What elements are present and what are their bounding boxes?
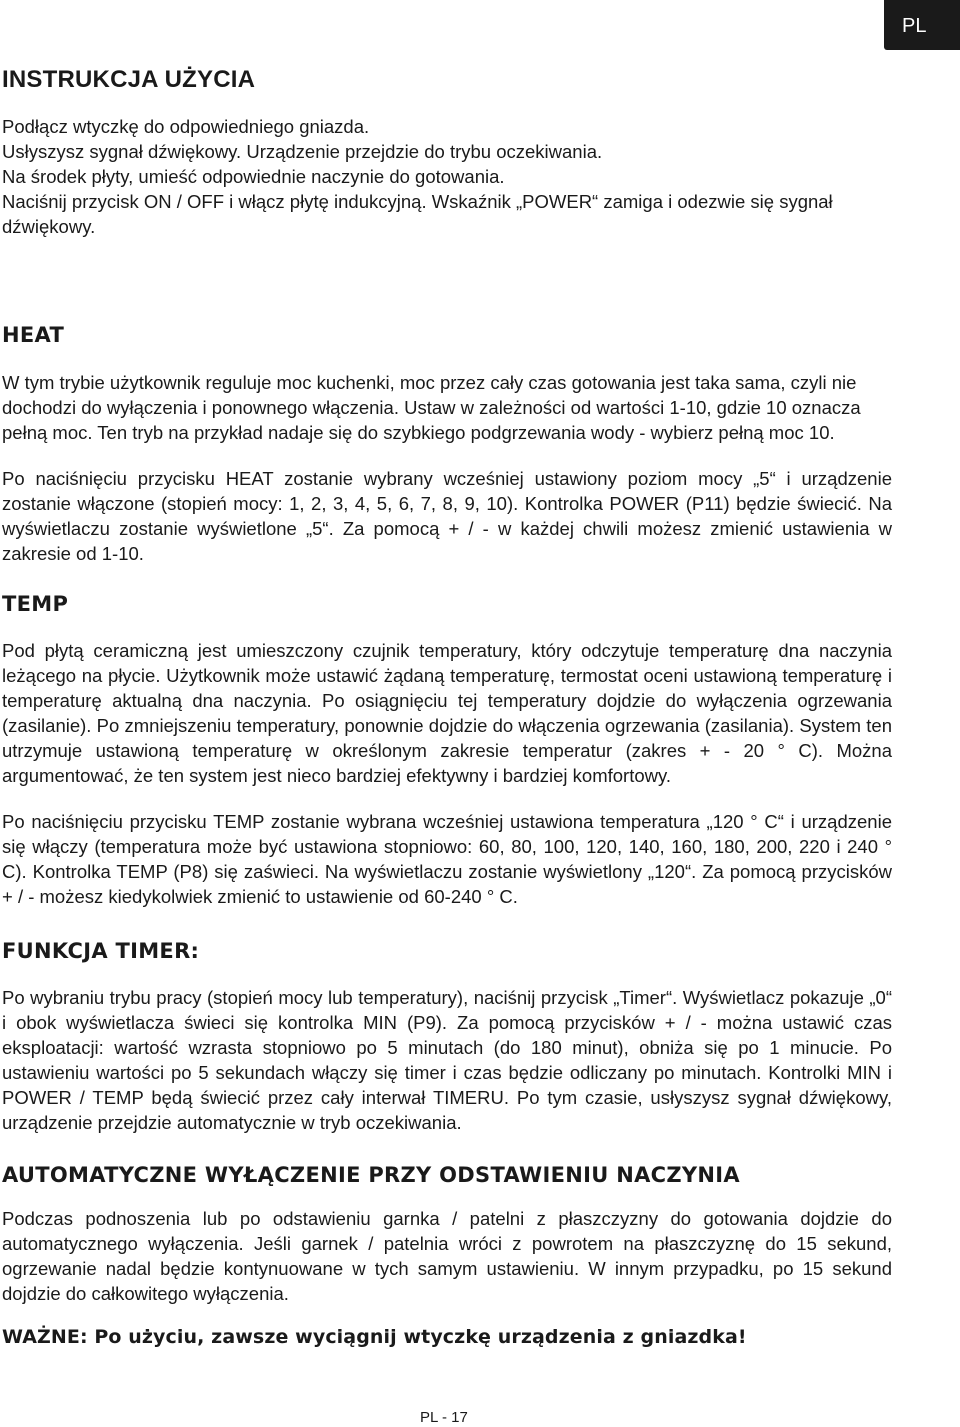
heat-heading: HEAT bbox=[2, 323, 65, 347]
heat-paragraph-1: W tym trybie użytkownik reguluje moc kuchenki, moc przez cały czas gotowania jest taka sama, czyli nie dochodzi do wyłączenia i ponownego włączenia. Ustaw w zależności od wartości 1-10, gdzie 10 oznacza pełną moc. Ten tryb na przykład nadaje się do szybkiego podgrzewania wody - wybierz pełną moc 10. bbox=[2, 372, 861, 443]
intro-line: Naciśnij przycisk ON / OFF i włącz płytę indukcyjną. Wskaźnik „POWER“ zamiga i odezwie się sygnał dźwiękowy. bbox=[2, 191, 833, 237]
temp-heading: TEMP bbox=[2, 592, 69, 616]
intro-line: Na środek płyty, umieść odpowiednie naczynie do gotowania. bbox=[2, 166, 505, 187]
auto-off-heading: AUTOMATYCZNE WYŁĄCZENIE PRZY ODSTAWIENIU NACZYNIA bbox=[2, 1163, 740, 1187]
temp-paragraph-1: Pod płytą ceramiczną jest umieszczony czujnik temperatury, który odczytuje temperaturę dna naczynia leżącego na płycie. Użytkownik może ustawić żądaną temperaturę, termostat oceni ustawioną temperaturę i temperaturę aktualną dna naczynia. Po osiągnięciu tej temperatury dojdzie do wyłączenia ogrzewania (zasilanie). Po zmniejszeniu temperatury, ponownie dojdzie do włączenia ogrzewania (zasilania). System ten utrzymuje ustawioną temperaturę w określonym zakresie temperatur (zakres + - 20 ° C). Można argumentować, że ten system jest nieco bardziej efektywny i bardziej komfortowy. bbox=[2, 640, 892, 786]
language-tab: PL bbox=[884, 0, 960, 50]
auto-off-paragraph: Podczas podnoszenia lub po odstawieniu garnka / patelni z płaszczyzny do gotowania dojdzie do automatycznego wyłączenia. Jeśli garnek / patelnia wróci z powrotem na płaszczyznę do 15 sekund, ogrzewanie nadal będzie kontynuowane w tych samym ustawieniu. W innym przypadku, po 15 sekund dojdzie do całkowitego wyłączenia. bbox=[2, 1208, 892, 1304]
intro-line: Usłyszysz sygnał dźwiękowy. Urządzenie przejdzie do trybu oczekiwania. bbox=[2, 141, 603, 162]
temp-paragraph-2: Po naciśnięciu przycisku TEMP zostanie wybrana wcześniej ustawiona temperatura „120 ° C“ i urządzenie się włączy (temperatura może być ustawiona stopniowo: 60, 80, 100, 120, 140, 160, 180, 200, 220 i 240 ° C). Kontrolka TEMP (P8) się zaświeci. Na wyświetlaczu zostanie wyświetlony „120“. Za pomocą przycisków + / - możesz kiedykolwiek zmienić to ustawienie od 60-240 ° C. bbox=[2, 811, 892, 907]
warning-note: WAŻNE: Po użyciu, zawsze wyciągnij wtyczkę urządzenia z gniazdka! bbox=[2, 1326, 747, 1348]
page-number: PL - 17 bbox=[420, 1409, 468, 1426]
heat-paragraph-2: Po naciśnięciu przycisku HEAT zostanie wybrany wcześniej ustawiony poziom mocy „5“ i urządzenie zostanie włączone (stopień mocy: 1, 2, 3, 4, 5, 6, 7, 8, 9, 10). Kontrolka POWER (P11) będzie świecić. Na wyświetlaczu zostanie wyświetlone „5“. Za pomocą + / - w każdej chwili możesz zmienić ustawienia w zakresie od 1-10. bbox=[2, 468, 892, 564]
intro-line: Podłącz wtyczkę do odpowiedniego gniazda. bbox=[2, 116, 370, 137]
page-title: INSTRUKCJA UŻYCIA bbox=[2, 66, 256, 93]
manual-content bbox=[2, 66, 892, 1350]
intro-section bbox=[2, 114, 892, 239]
timer-paragraph: Po wybraniu trybu pracy (stopień mocy lub temperatury), naciśnij przycisk „Timer“. Wyświetlacz pokazuje „0“ i obok wyświetlacza świeci się kontrolka MIN (P9). Za pomocą przycisków + / - można ustawić czas eksploatacji: wartość wzrasta stopniowo po 5 minutach (do 180 minut), obniża się po 1 minucie. Po ustawieniu wartości po 5 sekundach włączy się timer i czas będzie odliczany po minutach. Kontrolki MIN i POWER / TEMP będą świecić przez cały interwał TIMERU. Po tym czasie, usłyszysz sygnał dźwiękowy, urządzenie przejdzie automatycznie w tryb oczekiwania. bbox=[2, 987, 892, 1133]
timer-heading: FUNKCJA TIMER: bbox=[2, 939, 200, 963]
